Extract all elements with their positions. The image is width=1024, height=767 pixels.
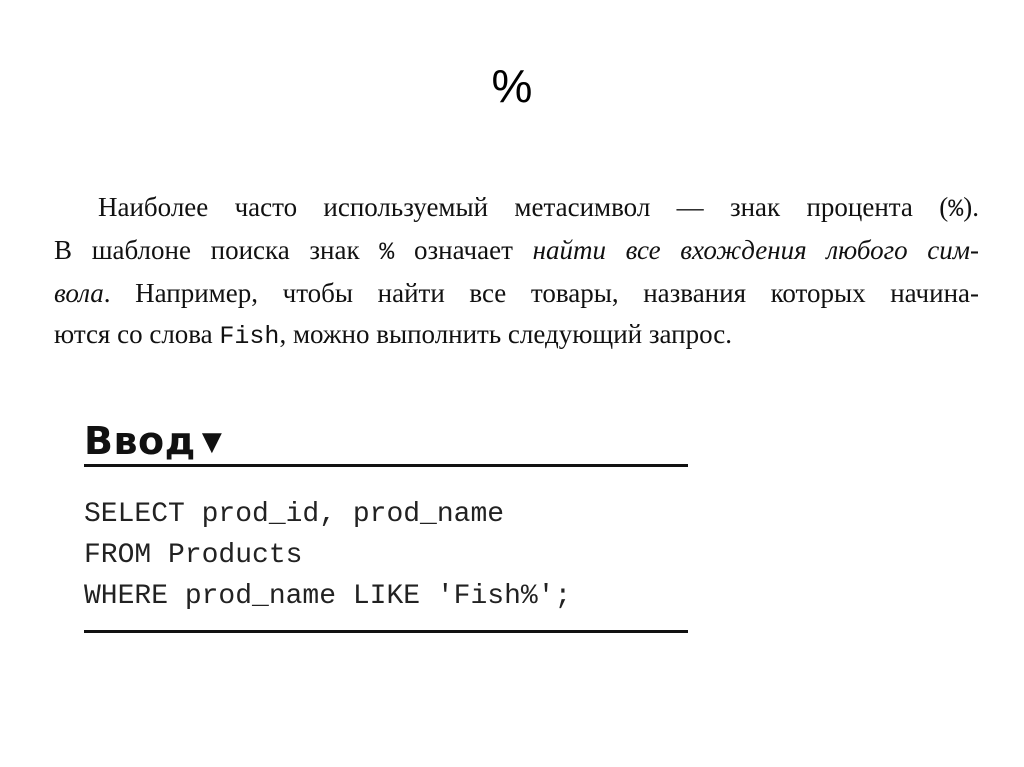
- text-span: В шаблоне поиска знак: [54, 235, 380, 265]
- paragraph-line: [54, 314, 979, 357]
- percent-symbol: %: [379, 238, 395, 267]
- paragraph-line: [54, 230, 979, 273]
- top-divider: [84, 464, 688, 467]
- slide-title: %: [491, 60, 533, 112]
- bottom-divider: [84, 630, 688, 633]
- code-line: SELECT prod_id, prod_name: [84, 499, 505, 530]
- emphasis-text: найти все вхождения любого сим-: [532, 235, 979, 265]
- text-span: означает: [394, 235, 533, 265]
- input-label: Ввод: [84, 419, 196, 463]
- text-span: . Например, чтобы найти все товары, названия которых начина-: [103, 278, 979, 308]
- input-heading: [84, 418, 222, 465]
- emphasis-text: вола: [54, 278, 104, 308]
- code-block: [84, 494, 571, 617]
- code-line: FROM Products: [84, 540, 303, 571]
- percent-symbol: %: [948, 195, 964, 224]
- code-line: WHERE prod_name LIKE 'Fish%';: [84, 581, 572, 612]
- text-span: ются со слова: [54, 319, 220, 349]
- text-span: ).: [963, 192, 979, 222]
- paragraph-line: [54, 273, 979, 314]
- paragraph-line: [54, 187, 979, 230]
- inline-code: Fish: [219, 322, 280, 351]
- text-span: Наиболее часто используемый метасимвол — знак процента (: [98, 192, 949, 222]
- text-span: , можно выполнить следующий запрос.: [279, 319, 733, 349]
- triangle-down-icon: ▼: [201, 427, 223, 457]
- body-paragraph: [54, 187, 979, 357]
